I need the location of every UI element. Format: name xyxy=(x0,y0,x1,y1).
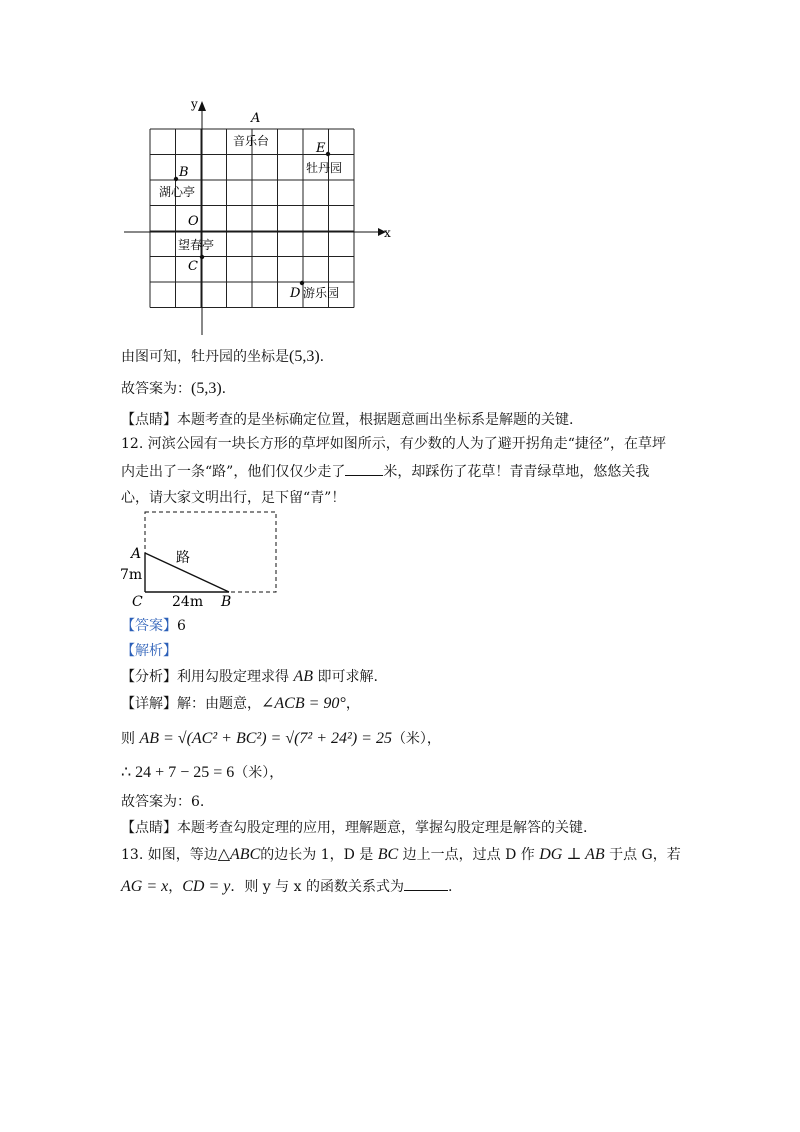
q12-calc1 xyxy=(121,729,441,749)
q13-line1-b: 的边长为 1， xyxy=(260,847,344,863)
q12-final: 故答案为：6. xyxy=(121,794,205,810)
q12-fenxi-tag: 【分析】 xyxy=(121,669,177,685)
x-axis-label: x xyxy=(384,226,391,240)
q11-comment-text: 本题考查的是坐标确定位置，根据题意画出坐标系是解题的关键. xyxy=(177,412,574,428)
q12-detail-a: 解：由题意， xyxy=(177,696,261,712)
q12-line3: 心，请大家文明出行，足下留“青”！ xyxy=(121,490,346,506)
point-d-place: 游乐园 xyxy=(303,286,340,300)
q12-calc1-pre: 则 xyxy=(121,731,140,747)
q11-answer-text: 故答案为： xyxy=(121,381,191,397)
q13-answer-blank xyxy=(404,876,448,891)
point-b-label: B xyxy=(179,165,189,180)
q12-answer-value: 6 xyxy=(177,618,186,634)
q12-detail-math: ∠ACB = 90° xyxy=(261,695,346,712)
q12-fenxi-math: AB xyxy=(293,668,313,685)
q12-detail-end: ， xyxy=(345,696,360,712)
q11-answer-end: . xyxy=(221,381,227,397)
q12-fenxi-a: 利用勾股定理求得 xyxy=(177,669,294,685)
label-c: C xyxy=(132,594,143,610)
q13-line2-m1: AG = x xyxy=(121,878,169,895)
q13-line2-end: . xyxy=(447,879,453,895)
q11-comment xyxy=(121,410,573,430)
q13-line2-b: ．则 y 与 x 的函数关系式为 xyxy=(230,879,404,895)
point-e-dot xyxy=(326,152,330,156)
label-7m: 7m xyxy=(120,567,143,583)
q12-detail xyxy=(121,694,360,714)
lawn-rectangle xyxy=(145,512,276,592)
q12-answer xyxy=(121,616,186,636)
point-e-place: 牡丹园 xyxy=(306,161,343,175)
q13-line1-a: 13. 如图，等边 xyxy=(121,847,218,863)
point-a-label: A xyxy=(251,111,261,126)
origin-label: O xyxy=(188,214,199,229)
y-axis-label: y xyxy=(191,97,198,111)
q12-calc2-post: （米）， xyxy=(234,765,284,781)
q12-detail-tag: 【详解】 xyxy=(121,696,177,712)
q13-line1-m1: △ABC xyxy=(217,846,261,863)
q12-calc1-math: AB = √(AC² + BC²) = √(7² + 24²) = 25 xyxy=(139,730,392,747)
q12-line2-a: 内走出了一条“路”，他们仅仅少走了 xyxy=(121,464,346,480)
q12-comment-tag: 【点睛】 xyxy=(121,820,177,836)
q13-line1-d: 边上一点，过点 D 作 xyxy=(398,847,540,863)
label-a: A xyxy=(131,546,142,562)
point-c-dot xyxy=(200,255,204,259)
point-c-place: 望春亭 xyxy=(178,238,215,252)
point-d-dot xyxy=(300,281,304,285)
q12-line2-b: 米，却踩伤了花草！青青绿草地，悠悠关我 xyxy=(383,464,650,480)
point-a-place: 音乐台 xyxy=(233,134,270,148)
q13-line1-m3: DG ⊥ AB xyxy=(539,846,605,863)
q13-line1-e: 于点 G，若 xyxy=(604,847,681,863)
q12-fenxi-b: 即可求解. xyxy=(313,669,378,685)
point-d-label: D xyxy=(290,286,301,301)
q13-line1-c: D 是 xyxy=(343,847,378,863)
point-c-label: C xyxy=(188,259,198,274)
q11-conclusion xyxy=(121,347,324,367)
q11-conclusion-end: . xyxy=(319,349,325,365)
q11-conclusion-text: 由图可知，牡丹园的坐标是 xyxy=(121,349,289,365)
q12-fenxi xyxy=(121,667,378,687)
q12-comment-text: 本题考查勾股定理的应用，理解题意，掌握勾股定理是解答的关键. xyxy=(177,820,588,836)
q11-answer-math: (5,3) xyxy=(191,380,222,397)
label-b: B xyxy=(221,594,232,610)
q13-line2-m2: CD = y xyxy=(182,878,231,895)
point-b-dot xyxy=(174,177,178,181)
q12-calc2-math: ∴ 24 + 7 − 25 = 6 xyxy=(121,764,235,781)
y-axis-arrow xyxy=(198,101,206,111)
q12-analysis-tag: 【解析】 xyxy=(121,643,177,659)
q13-line2 xyxy=(121,876,452,897)
q11-answer xyxy=(121,379,226,399)
q12-line1: 12. 河滨公园有一块长方形的草坪如图所示，有少数的人为了避开拐角走“捷径”，在草坪 xyxy=(121,436,667,452)
point-b-place: 湖心亭 xyxy=(159,185,196,199)
q12-comment xyxy=(121,818,587,838)
label-24m: 24m xyxy=(172,594,204,610)
label-path: 路 xyxy=(176,550,190,566)
q12-calc1-post: （米）， xyxy=(391,731,441,747)
q11-comment-tag: 【点睛】 xyxy=(121,412,177,428)
q13-line1 xyxy=(121,845,681,865)
coordinate-grid-figure xyxy=(120,95,410,340)
q12-calc2 xyxy=(121,763,283,783)
q12-answer-blank xyxy=(345,461,383,476)
q12-answer-tag: 【答案】 xyxy=(121,618,177,634)
q12-line2 xyxy=(121,461,649,482)
lawn-figure xyxy=(118,506,286,614)
q13-line2-a: ， xyxy=(168,879,183,895)
point-e-label: E xyxy=(316,141,326,156)
q11-conclusion-math: (5,3) xyxy=(289,348,320,365)
q13-line1-m2: BC xyxy=(377,846,399,863)
